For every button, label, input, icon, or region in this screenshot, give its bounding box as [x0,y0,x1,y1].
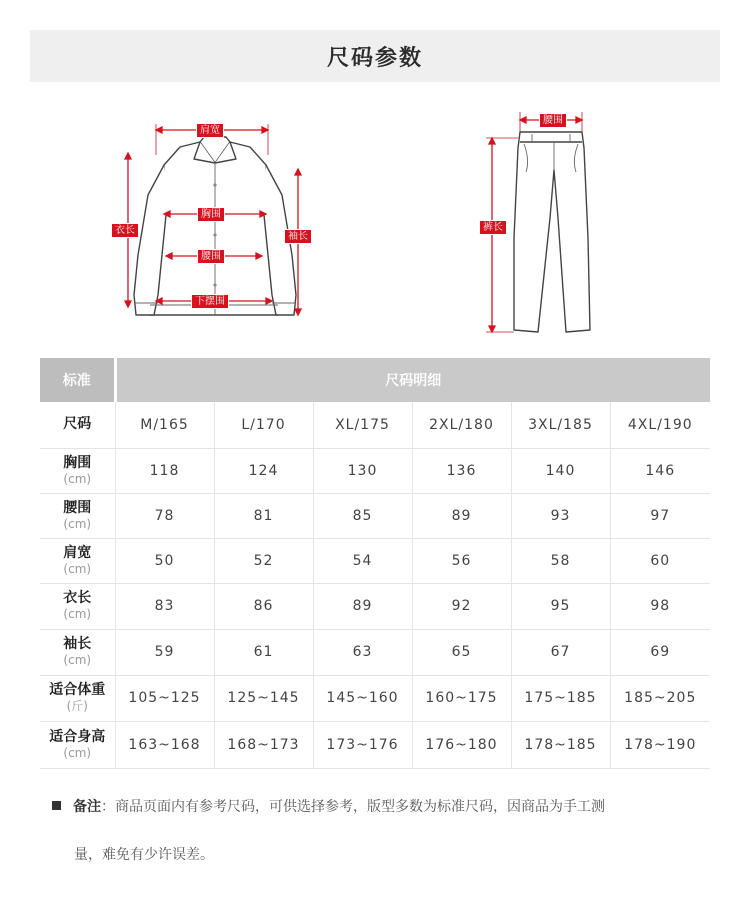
note-line1: ：商品页面内有参考尺码，可供选择参考，版型多数为标准尺码，因商品为手工测 [101,799,605,815]
table-cell: 163~168 [115,721,214,768]
row-label: 适合身高 [49,728,106,745]
page-title: 尺码参数 [326,45,423,71]
table-cell: 185~205 [610,675,710,721]
table-cell: 85 [313,493,412,538]
shirt-diagram [100,115,330,330]
table-header-row [40,358,710,402]
pants-diagram [478,108,598,336]
row-unit: (cm) [63,653,92,667]
table-cell: 3XL/185 [511,402,610,448]
table-cell: 81 [214,493,313,538]
row-label-cell [40,675,115,721]
header-standard: 标准 [40,358,115,402]
table-cell: 65 [412,629,511,675]
row-unit: (cm) [63,516,92,531]
table-cell: XL/175 [313,402,412,448]
table-cell: 78 [115,493,214,538]
row-unit: (cm) [63,745,92,760]
size-table [40,358,710,769]
table-cell: 54 [313,538,412,583]
table-cell: 176~180 [412,721,511,768]
row-label-cell [40,629,115,675]
waist-tag: 腰围 [197,249,225,264]
table-cell: 105~125 [115,675,214,721]
table-row [40,721,710,768]
row-label-cell [40,493,115,538]
table-cell: 58 [511,538,610,583]
table-row [40,675,710,721]
table-row [40,583,710,629]
table-cell: 86 [214,583,313,629]
row-unit: (cm) [63,561,92,576]
row-label-cell [40,721,115,768]
row-label-cell [40,448,115,493]
table-cell: 67 [511,629,610,675]
table-cell: 146 [610,448,710,493]
title-bar [30,30,720,82]
note [52,796,712,863]
row-label-cell [40,583,115,629]
table-cell: 83 [115,583,214,629]
pants-waist-tag: 腰围 [539,113,567,128]
row-unit: (cm) [63,471,92,486]
header-size-detail: 尺码明细 [115,358,710,402]
row-label: 肩宽 [63,544,92,561]
row-label: 适合体重 [49,682,106,698]
table-row [40,493,710,538]
table-row [40,629,710,675]
table-cell: 140 [511,448,610,493]
row-unit: (斤) [66,699,88,713]
row-label: 衣长 [63,590,92,606]
note-label: 备注 [73,799,101,815]
row-label-cell [40,402,115,448]
table-cell: 178~185 [511,721,610,768]
table-cell: 60 [610,538,710,583]
sleeve-tag: 袖长 [284,229,312,244]
row-label: 胸围 [63,454,92,471]
table-cell: 118 [115,448,214,493]
table-cell: 92 [412,583,511,629]
table-cell: 160~175 [412,675,511,721]
hem-tag: 下摆围 [191,294,229,309]
bullet-square-icon [52,801,61,810]
table-cell: 89 [412,493,511,538]
table-cell: 63 [313,629,412,675]
table-cell: 52 [214,538,313,583]
table-body [40,402,710,768]
pants-length-tag: 裤长 [479,220,507,235]
table-cell: 4XL/190 [610,402,710,448]
table-row [40,448,710,493]
table-cell: 50 [115,538,214,583]
table-cell: 56 [412,538,511,583]
table-cell: 168~173 [214,721,313,768]
table-cell: 98 [610,583,710,629]
row-label-cell [40,538,115,583]
shoulder-tag: 肩宽 [196,123,224,138]
table-cell: 178~190 [610,721,710,768]
row-label: 腰围 [63,499,92,516]
note-line2: 量，难免有少许误差。 [74,847,214,863]
table-cell: 97 [610,493,710,538]
row-label: 尺码 [63,416,92,433]
table-cell: 136 [412,448,511,493]
table-cell: 61 [214,629,313,675]
table-cell: 173~176 [313,721,412,768]
table-cell: 145~160 [313,675,412,721]
table-cell: 124 [214,448,313,493]
table-cell: 59 [115,629,214,675]
table-row [40,402,710,448]
table-cell: M/165 [115,402,214,448]
table-cell: 95 [511,583,610,629]
table-cell: 175~185 [511,675,610,721]
row-label: 袖长 [63,636,92,652]
length-tag: 衣长 [111,223,139,238]
table-cell: 130 [313,448,412,493]
table-cell: 125~145 [214,675,313,721]
table-cell: 89 [313,583,412,629]
table-cell: 93 [511,493,610,538]
row-unit: (cm) [63,607,92,621]
table-cell: 69 [610,629,710,675]
table-cell: L/170 [214,402,313,448]
table-row [40,538,710,583]
table-cell: 2XL/180 [412,402,511,448]
chest-tag: 胸围 [197,207,225,222]
